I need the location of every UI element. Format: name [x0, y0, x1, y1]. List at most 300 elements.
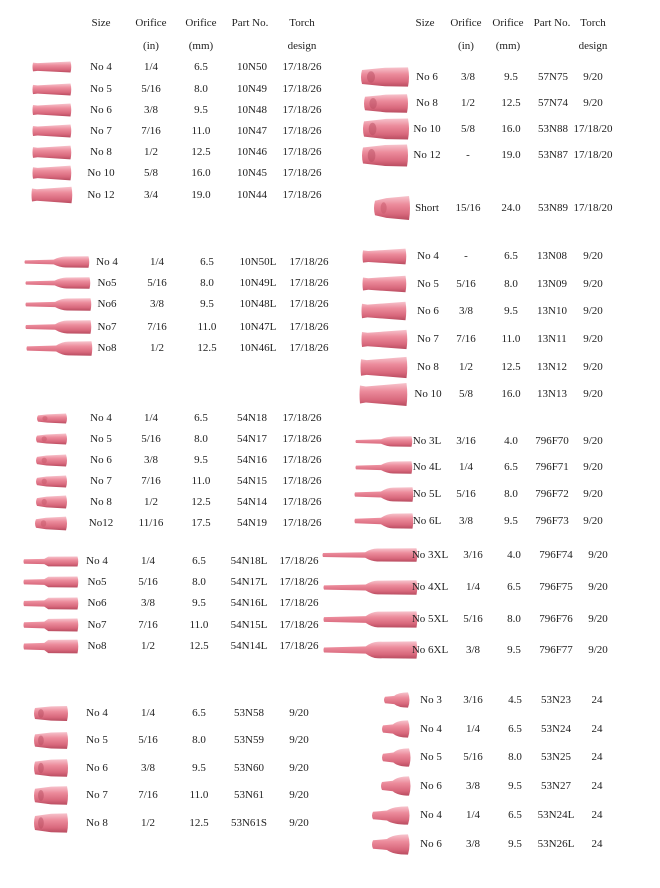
- cell-part: 796F71: [535, 461, 569, 473]
- cell-part: 10N44: [237, 189, 267, 201]
- header-orifice-in-left: Orifice: [135, 17, 167, 29]
- nozzle-cup-image: [32, 165, 72, 181]
- cell-size: No6: [87, 597, 107, 609]
- nozzle-cup-image: [35, 433, 68, 445]
- nozzle-cup-image: [25, 320, 92, 334]
- cell-torch: 17/18/26: [282, 454, 322, 466]
- cell-in: 3/8: [458, 305, 474, 317]
- nozzle-cup-image: [23, 597, 79, 610]
- cell-torch: 17/18/26: [282, 412, 322, 424]
- nozzle-cup-image: [360, 356, 408, 379]
- nozzle-cup-image: [322, 548, 418, 562]
- cell-torch: 24: [591, 809, 603, 821]
- cell-mm: 4.5: [508, 694, 522, 706]
- cell-part: 54N16: [237, 454, 267, 466]
- cell-in: 3/8: [465, 838, 481, 850]
- cell-size: No 7: [90, 125, 112, 137]
- cell-size: No 4: [96, 256, 118, 268]
- cell-in: 7/16: [141, 125, 161, 137]
- cell-size: No 10: [414, 388, 442, 400]
- cell-in: 3/8: [465, 780, 481, 792]
- cell-part: 10N47: [237, 125, 267, 137]
- nozzle-cup-image: [380, 776, 412, 796]
- cell-torch: 9/20: [289, 707, 309, 719]
- header-torch-right: Torch: [580, 17, 606, 29]
- cell-part: 796F76: [539, 613, 573, 625]
- nozzle-cup-image: [32, 61, 72, 73]
- cell-part: 796F77: [539, 644, 573, 656]
- cell-mm: 9.5: [192, 762, 206, 774]
- cell-in: 1/4: [465, 581, 481, 593]
- cell-part: 796F72: [535, 488, 569, 500]
- cell-part: 53N59: [234, 734, 264, 746]
- cell-part: 53N87: [538, 149, 568, 161]
- cell-size: No8: [87, 640, 107, 652]
- cell-torch: 17/18/26: [279, 619, 319, 631]
- cell-mm: 11.0: [197, 321, 217, 333]
- cell-part: 10N45: [237, 167, 267, 179]
- cell-part: 57N74: [538, 97, 568, 109]
- cell-in: 7/16: [138, 619, 158, 631]
- cell-mm: 11.0: [189, 789, 209, 801]
- nozzle-cup-image: [33, 785, 69, 806]
- cell-mm: 12.5: [197, 342, 217, 354]
- nozzle-cup-image: [362, 275, 407, 293]
- cell-mm: 16.0: [501, 388, 521, 400]
- cell-mm: 6.5: [504, 461, 518, 473]
- cell-size: No12: [88, 517, 114, 529]
- cell-in: 1/2: [140, 640, 156, 652]
- nozzle-cup-image: [36, 413, 68, 424]
- cell-in: 1/4: [143, 412, 159, 424]
- cell-part: 13N09: [537, 278, 567, 290]
- nozzle-cup-image: [323, 611, 418, 628]
- cell-size: No 5: [90, 83, 112, 95]
- cell-in: 1/2: [140, 817, 156, 829]
- cell-in: 1/4: [149, 256, 165, 268]
- cell-mm: 6.5: [504, 250, 518, 262]
- cell-in: 3/8: [140, 762, 156, 774]
- cell-torch: 24: [591, 838, 603, 850]
- cell-part: 10N48L: [239, 298, 277, 310]
- cell-mm: 9.5: [504, 515, 518, 527]
- cell-part: 53N24: [541, 723, 571, 735]
- cell-in: 5/8: [460, 123, 476, 135]
- cell-torch: 17/18/26: [289, 277, 329, 289]
- cell-in: 5/16: [138, 576, 158, 588]
- cell-size: No 5: [420, 751, 442, 763]
- header-mm-unit-right: (mm): [495, 40, 521, 52]
- nozzle-cup-image: [33, 731, 69, 750]
- cell-size: No 4XL: [411, 581, 449, 593]
- cell-size: No 8: [417, 361, 439, 373]
- cell-size: No6: [97, 298, 117, 310]
- cell-size: No 3L: [412, 435, 442, 447]
- cell-part: 54N19: [237, 517, 267, 529]
- cell-torch: 9/20: [588, 613, 608, 625]
- cell-mm: 8.0: [504, 278, 518, 290]
- cell-mm: 6.5: [507, 581, 521, 593]
- cell-part: 13N12: [537, 361, 567, 373]
- cell-mm: 4.0: [504, 435, 518, 447]
- nozzle-cup-image: [26, 341, 93, 356]
- cell-size: No 12: [87, 189, 115, 201]
- cell-in: 5/16: [141, 83, 161, 95]
- cell-part: 10N46L: [239, 342, 277, 354]
- cell-torch: 17/18/26: [282, 146, 322, 158]
- cell-in: 1/4: [465, 809, 481, 821]
- cell-size: No 8: [86, 817, 108, 829]
- nozzle-cup-image: [323, 641, 418, 659]
- cell-torch: 17/18/26: [279, 640, 319, 652]
- cell-torch: 9/20: [583, 305, 603, 317]
- nozzle-cup-image: [361, 301, 407, 321]
- nozzle-cup-image: [23, 618, 79, 632]
- nozzle-cup-image: [32, 124, 72, 138]
- cell-torch: 17/18/20: [573, 202, 613, 214]
- cell-mm: 16.0: [191, 167, 211, 179]
- cell-part: 54N18: [237, 412, 267, 424]
- cell-mm: 12.5: [189, 817, 209, 829]
- cell-part: 796F73: [535, 515, 569, 527]
- cell-mm: 8.0: [194, 83, 208, 95]
- cell-size: No7: [87, 619, 107, 631]
- header-in-unit-right: (in): [458, 40, 474, 52]
- cell-torch: 17/18/20: [573, 123, 613, 135]
- cell-in: -: [466, 149, 470, 161]
- cell-part: 10N49: [237, 83, 267, 95]
- nozzle-cup-image: [383, 692, 411, 708]
- nozzle-cup-image: [31, 186, 73, 204]
- cell-mm: 9.5: [507, 644, 521, 656]
- cell-torch: 9/20: [583, 515, 603, 527]
- cell-part: 54N15: [237, 475, 267, 487]
- cell-torch: 9/20: [588, 549, 608, 561]
- nozzle-cup-image: [361, 143, 409, 168]
- cell-torch: 17/18/26: [282, 61, 322, 73]
- cell-part: 54N15L: [230, 619, 268, 631]
- cell-size: No5: [97, 277, 117, 289]
- cell-mm: 9.5: [508, 838, 522, 850]
- cell-torch: 17/18/26: [282, 189, 322, 201]
- header-mm-unit-left: (mm): [188, 40, 214, 52]
- cell-in: 1/4: [458, 461, 474, 473]
- cell-mm: 9.5: [508, 780, 522, 792]
- cell-mm: 6.5: [192, 707, 206, 719]
- cell-torch: 24: [591, 751, 603, 763]
- cell-size: Short: [415, 202, 439, 214]
- cell-torch: 17/18/26: [279, 597, 319, 609]
- cell-in: 11/16: [138, 517, 164, 529]
- cell-in: 1/4: [143, 61, 159, 73]
- cell-in: 1/2: [149, 342, 165, 354]
- cell-in: 5/16: [456, 278, 476, 290]
- nozzle-cup-image: [355, 461, 413, 474]
- cell-size: No 4L: [412, 461, 442, 473]
- cell-torch: 17/18/26: [289, 342, 329, 354]
- cell-torch: 17/18/26: [279, 576, 319, 588]
- cell-size: No 3: [420, 694, 442, 706]
- nozzle-cup-image: [362, 117, 410, 141]
- nozzle-cup-image: [33, 812, 69, 834]
- cell-mm: 12.5: [191, 146, 211, 158]
- header-orifice-in-right: Orifice: [450, 17, 482, 29]
- cell-in: 1/2: [143, 146, 159, 158]
- nozzle-cup-image: [32, 103, 72, 117]
- nozzle-cup-image: [371, 834, 411, 855]
- cell-part: 796F75: [539, 581, 573, 593]
- cell-part: 13N11: [537, 333, 567, 345]
- cell-mm: 6.5: [192, 555, 206, 567]
- cell-mm: 8.0: [507, 613, 521, 625]
- cell-torch: 9/20: [583, 333, 603, 345]
- cell-torch: 17/18/20: [573, 149, 613, 161]
- cell-size: No 6: [420, 780, 442, 792]
- cell-torch: 17/18/26: [289, 321, 329, 333]
- cell-in: 15/16: [455, 202, 481, 214]
- cell-size: No 4: [86, 555, 108, 567]
- cell-size: No 7: [86, 789, 108, 801]
- cell-mm: 6.5: [508, 809, 522, 821]
- cell-torch: 24: [591, 723, 603, 735]
- cell-part: 13N08: [537, 250, 567, 262]
- cell-torch: 17/18/26: [282, 83, 322, 95]
- cell-torch: 17/18/26: [282, 517, 322, 529]
- header-part-left: Part No.: [231, 17, 269, 29]
- cell-torch: 17/18/26: [289, 298, 329, 310]
- nozzle-cup-image: [33, 705, 69, 722]
- cell-torch: 17/18/26: [279, 555, 319, 567]
- cell-mm: 9.5: [194, 104, 208, 116]
- cell-size: No 6: [420, 838, 442, 850]
- cell-in: 3/8: [149, 298, 165, 310]
- cell-in: 1/2: [460, 97, 476, 109]
- cell-part: 10N46: [237, 146, 267, 158]
- nozzle-cup-image: [34, 516, 68, 531]
- cell-in: 3/8: [140, 597, 156, 609]
- cell-in: 5/16: [138, 734, 158, 746]
- nozzle-cup-image: [32, 83, 72, 96]
- cell-in: 3/16: [463, 549, 483, 561]
- cell-mm: 9.5: [192, 597, 206, 609]
- cell-part: 53N58: [234, 707, 264, 719]
- cell-in: 3/8: [460, 71, 476, 83]
- cell-mm: 6.5: [194, 412, 208, 424]
- cell-part: 13N13: [537, 388, 567, 400]
- cell-part: 54N17: [237, 433, 267, 445]
- cell-in: 3/16: [456, 435, 476, 447]
- cell-in: 3/8: [143, 104, 159, 116]
- cell-torch: 9/20: [289, 734, 309, 746]
- cell-mm: 12.5: [501, 361, 521, 373]
- cell-in: 3/8: [465, 644, 481, 656]
- cell-in: 7/16: [456, 333, 476, 345]
- nozzle-cup-image: [35, 475, 68, 488]
- cell-mm: 9.5: [504, 305, 518, 317]
- cell-size: No 5: [417, 278, 439, 290]
- cell-size: No 6: [86, 762, 108, 774]
- cell-in: 1/4: [140, 707, 156, 719]
- cell-size: No 5XL: [411, 613, 449, 625]
- cell-mm: 11.0: [191, 125, 211, 137]
- cell-size: No 4: [90, 61, 112, 73]
- nozzle-cup-image: [323, 580, 418, 595]
- cell-mm: 9.5: [504, 71, 518, 83]
- cell-size: No 6: [416, 71, 438, 83]
- cell-size: No 3XL: [411, 549, 449, 561]
- nozzle-cup-image: [381, 748, 412, 767]
- cell-size: No 7: [90, 475, 112, 487]
- cell-torch: 9/20: [583, 278, 603, 290]
- cell-in: 5/16: [147, 277, 167, 289]
- cell-mm: 19.0: [501, 149, 521, 161]
- nozzle-cup-image: [35, 454, 68, 467]
- cell-size: No 8: [90, 496, 112, 508]
- header-torch-left: Torch: [289, 17, 315, 29]
- cell-in: 5/16: [463, 613, 483, 625]
- cell-size: No 8: [416, 97, 438, 109]
- cell-torch: 9/20: [583, 97, 603, 109]
- nozzle-cup-image: [24, 256, 90, 268]
- cell-mm: 9.5: [200, 298, 214, 310]
- cell-in: 7/16: [147, 321, 167, 333]
- cell-in: 7/16: [141, 475, 161, 487]
- header-orifice-mm-right: Orifice: [492, 17, 524, 29]
- cell-part: 53N88: [538, 123, 568, 135]
- cell-torch: 9/20: [289, 762, 309, 774]
- cell-torch: 17/18/26: [282, 104, 322, 116]
- cell-in: 5/8: [143, 167, 159, 179]
- nozzle-cup-image: [23, 639, 79, 654]
- cell-mm: 11.0: [501, 333, 521, 345]
- cell-size: No 12: [413, 149, 441, 161]
- cell-mm: 19.0: [191, 189, 211, 201]
- cell-part: 53N26L: [537, 838, 575, 850]
- cell-part: 54N17L: [230, 576, 268, 588]
- cell-part: 57N75: [538, 71, 568, 83]
- cell-mm: 11.0: [189, 619, 209, 631]
- nozzle-cup-image: [381, 720, 411, 738]
- cell-in: 1/2: [458, 361, 474, 373]
- cell-size: No 5L: [412, 488, 442, 500]
- cell-in: 7/16: [138, 789, 158, 801]
- cell-mm: 12.5: [189, 640, 209, 652]
- cell-part: 53N23: [541, 694, 571, 706]
- cell-torch: 24: [591, 780, 603, 792]
- cell-torch: 17/18/26: [282, 433, 322, 445]
- cell-mm: 8.0: [508, 751, 522, 763]
- cell-size: No 4: [420, 723, 442, 735]
- header-size-left: Size: [91, 17, 111, 29]
- cell-part: 54N16L: [230, 597, 268, 609]
- cell-in: 1/4: [140, 555, 156, 567]
- cell-in: 5/16: [141, 433, 161, 445]
- cell-in: 3/8: [458, 515, 474, 527]
- cell-size: No 7: [417, 333, 439, 345]
- cell-mm: 16.0: [501, 123, 521, 135]
- cell-mm: 8.0: [192, 576, 206, 588]
- cell-size: No 8: [90, 146, 112, 158]
- cell-mm: 12.5: [501, 97, 521, 109]
- cell-part: 10N48: [237, 104, 267, 116]
- cell-size: No5: [87, 576, 107, 588]
- header-size-right: Size: [415, 17, 435, 29]
- cell-mm: 8.0: [192, 734, 206, 746]
- cell-mm: 6.5: [508, 723, 522, 735]
- cell-torch: 9/20: [583, 361, 603, 373]
- cell-size: No 6: [90, 104, 112, 116]
- cell-part: 10N50: [237, 61, 267, 73]
- cell-mm: 8.0: [200, 277, 214, 289]
- header-orifice-mm-left: Orifice: [185, 17, 217, 29]
- cell-part: 13N10: [537, 305, 567, 317]
- cell-mm: 24.0: [501, 202, 521, 214]
- cell-torch: 17/18/26: [282, 475, 322, 487]
- cell-torch: 17/18/26: [282, 496, 322, 508]
- cell-in: 3/4: [143, 189, 159, 201]
- cell-size: No 6: [90, 454, 112, 466]
- cell-mm: 8.0: [504, 488, 518, 500]
- cell-size: No 5: [86, 734, 108, 746]
- cell-size: No 4: [417, 250, 439, 262]
- cell-size: No 10: [87, 167, 115, 179]
- cell-part: 796F74: [539, 549, 573, 561]
- cell-in: 3/16: [463, 694, 483, 706]
- header-design-right: design: [578, 40, 608, 52]
- cell-part: 53N25: [541, 751, 571, 763]
- cell-part: 53N24L: [537, 809, 575, 821]
- cell-torch: 9/20: [289, 817, 309, 829]
- cell-mm: 9.5: [194, 454, 208, 466]
- nozzle-cup-image: [359, 382, 408, 407]
- header-in-unit-left: (in): [143, 40, 159, 52]
- cell-in: -: [464, 250, 468, 262]
- nozzle-cup-image: [23, 576, 79, 588]
- cell-size: No 6: [417, 305, 439, 317]
- cell-size: No 5: [90, 433, 112, 445]
- cell-torch: 9/20: [583, 388, 603, 400]
- nozzle-cup-image: [35, 495, 68, 509]
- cell-in: 1/2: [143, 496, 159, 508]
- nozzle-cup-image: [25, 277, 91, 289]
- nozzle-cup-image: [363, 93, 409, 114]
- cell-part: 10N49L: [239, 277, 277, 289]
- nozzle-cup-image: [355, 436, 413, 447]
- cell-mm: 8.0: [194, 433, 208, 445]
- nozzle-cup-image: [32, 145, 72, 160]
- cell-torch: 9/20: [583, 488, 603, 500]
- cell-part: 54N14L: [230, 640, 268, 652]
- cell-part: 796F70: [535, 435, 569, 447]
- cell-part: 53N89: [538, 202, 568, 214]
- cell-torch: 9/20: [583, 461, 603, 473]
- cell-size: No 10: [413, 123, 441, 135]
- cell-part: 10N47L: [239, 321, 277, 333]
- cell-in: 5/8: [458, 388, 474, 400]
- cell-part: 53N61S: [230, 817, 268, 829]
- cell-torch: 17/18/26: [282, 167, 322, 179]
- cell-mm: 6.5: [200, 256, 214, 268]
- cell-size: No 4: [90, 412, 112, 424]
- nozzle-cup-image: [33, 758, 69, 778]
- nozzle-cup-image: [361, 329, 408, 350]
- cell-torch: 9/20: [289, 789, 309, 801]
- cell-size: No7: [97, 321, 117, 333]
- cell-mm: 12.5: [191, 496, 211, 508]
- cell-in: 1/4: [465, 723, 481, 735]
- nozzle-cup-image: [23, 556, 79, 567]
- cell-torch: 9/20: [588, 581, 608, 593]
